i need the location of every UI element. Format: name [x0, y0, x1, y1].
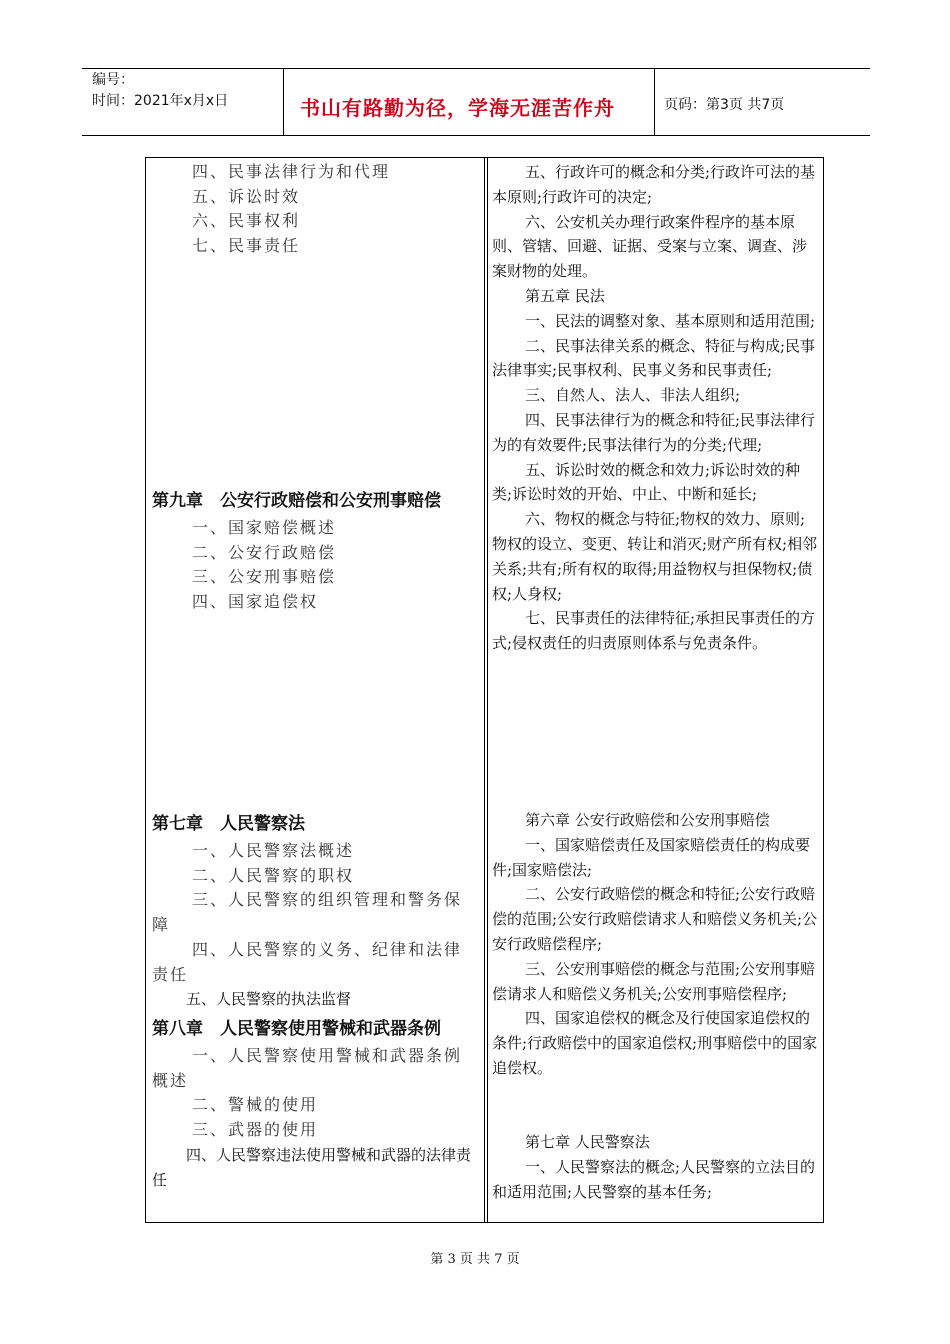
paragraph: 二、公安行政赔偿的概念和特征;公安行政赔偿的范围;公安行政赔偿请求人和赔偿义务机关;公安行政赔偿程序; — [492, 885, 818, 953]
list-item: 一、人民警察使用警械和武器条例概述 — [152, 1046, 463, 1090]
chapter-title: 第六章 公安行政赔偿和公安刑事赔偿 — [525, 811, 770, 829]
list-item: 二、人民警察的职权 — [192, 865, 355, 885]
header-top-rule — [82, 68, 870, 69]
chapter-heading: 第九章 公安行政赔偿和公安刑事赔偿 — [152, 491, 441, 511]
left-block-civil — [152, 160, 478, 259]
paragraph: 四、国家追偿权的概念及行使国家追偿权的条件;行政赔偿中的国家追偿权;刑事赔偿中的国家追偿权。 — [492, 1009, 818, 1077]
list-item: 一、人民警察法概述 — [192, 841, 355, 860]
chapter-title: 第七章 人民警察法 — [525, 1133, 650, 1151]
left-block-chapter7 — [152, 809, 478, 1012]
chapter-title: 第五章 民法 — [525, 286, 605, 305]
list-item: 四、人民警察的义务、纪律和法律责任 — [152, 939, 463, 984]
header-bottom-rule — [82, 135, 870, 136]
paragraph: 四、民事法律行为的概念和特征;民事法律行为的有效要件;民事法律行为的分类;代理; — [492, 410, 816, 454]
left-block-chapter8 — [152, 1014, 478, 1192]
paragraph: 一、国家赔偿责任及国家赔偿责任的构成要件;国家赔偿法; — [492, 835, 811, 879]
header-meta — [92, 70, 228, 112]
list-item: 四、人民警察违法使用警械和武器的法律责任 — [152, 1145, 472, 1189]
paragraph: 二、民事法律关系的概念、特征与构成;民事法律事实;民事权利、民事义务和民事责任; — [492, 336, 816, 380]
time-label: 时间：2021年x月x日 — [92, 93, 229, 109]
list-item: 一、国家赔偿概述 — [192, 518, 337, 537]
list-item: 二、警械的使用 — [192, 1095, 319, 1115]
paragraph: 七、民事责任的法律特征;承担民事责任的方式;侵权责任的归责原则体系与免责条件。 — [492, 609, 816, 653]
paragraph: 五、行政许可的概念和分类;行政许可法的基本原则;行政许可的决定; — [492, 163, 816, 206]
list-item: 三、人民警察的组织管理和警务保障 — [152, 890, 463, 935]
paragraph: 一、民法的调整对象、基本原则和适用范围; — [525, 311, 816, 330]
list-item: 四、国家追偿权 — [192, 592, 319, 612]
header-motto: 书山有路勤为径，学海无涯苦作舟 — [300, 96, 615, 120]
list-item: 四、民事法律行为和代理 — [192, 162, 391, 181]
list-item: 五、人民警察的执法监督 — [186, 990, 352, 1009]
header-divider-right — [654, 68, 655, 135]
paragraph: 三、公安刑事赔偿的概念与范围;公安刑事赔偿请求人和赔偿义务机关;公安刑事赔偿程序; — [492, 959, 816, 1003]
right-block-top — [492, 160, 818, 656]
chapter-heading: 第八章 人民警察使用警械和武器条例 — [152, 1019, 441, 1039]
list-item: 六、民事权利 — [192, 211, 301, 231]
page-footer: 第 3 页 共 7 页 — [430, 1252, 520, 1267]
left-block-chapter9 — [152, 486, 478, 615]
list-item: 五、诉讼时效 — [192, 186, 301, 206]
right-block-chapter6 — [492, 808, 818, 1081]
paragraph: 五、诉讼时效的概念和效力;诉讼时效的种类;诉讼时效的开始、中止、中断和延长; — [492, 460, 801, 504]
right-block-chapter7 — [492, 1130, 818, 1204]
paragraph: 六、公安机关办理行政案件程序的基本原则、管辖、回避、证据、受案与立案、调查、涉案财物的处理。 — [492, 212, 808, 281]
list-item: 二、公安行政赔偿 — [192, 542, 337, 562]
table-divider-double — [487, 157, 488, 1223]
header-page-info: 页码：第3页 共7页 — [664, 97, 785, 113]
table-divider — [484, 157, 485, 1223]
list-item: 三、武器的使用 — [192, 1120, 319, 1140]
list-item: 七、民事责任 — [192, 236, 301, 256]
header-divider-left — [283, 68, 284, 135]
paragraph: 三、自然人、法人、非法人组织; — [525, 386, 741, 405]
list-item: 三、公安刑事赔偿 — [192, 567, 337, 587]
chapter-heading: 第七章 人民警察法 — [152, 814, 305, 834]
paragraph: 六、物权的概念与特征;物权的效力、原则;物权的设立、变更、转让和消灭;财产所有权;相邻关系;共有;所有权的取得;用益物权与担保物权;债权;人身权; — [492, 510, 818, 603]
number-label: 编号： — [92, 72, 134, 88]
paragraph: 一、人民警察法的概念;人民警察的立法目的和适用范围;人民警察的基本任务; — [492, 1157, 816, 1201]
